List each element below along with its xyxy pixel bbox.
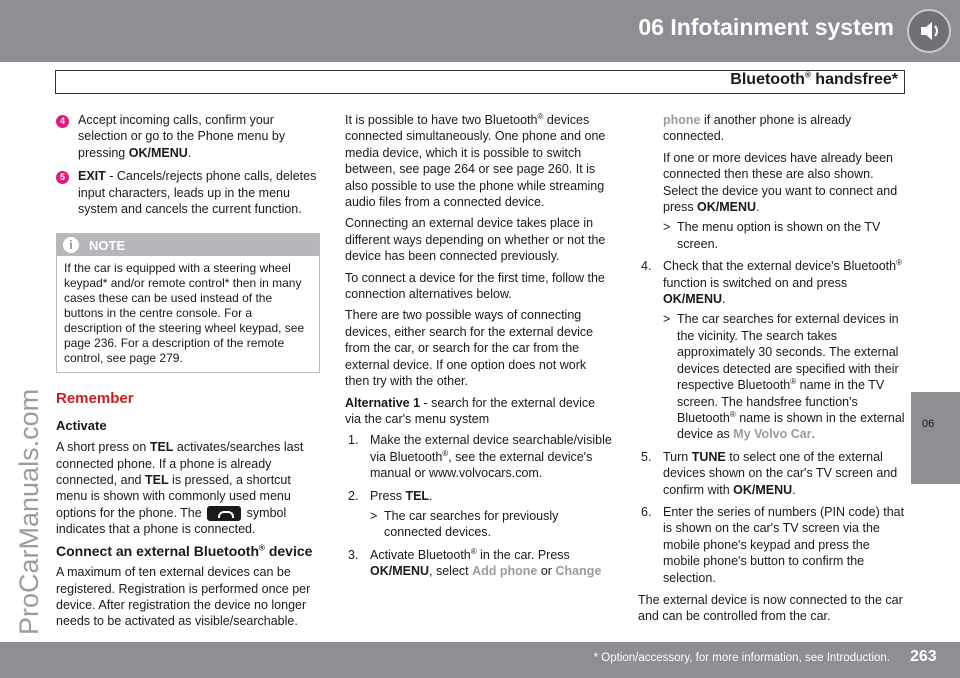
continuation: phone if another phone is already connected. If one or more devices have already been connected then these are also shown. Select the device you want to connect and press OK/MENU. > The menu option is shown on the TV screen. xyxy=(638,112,908,252)
result-line: > The car searches for previously connected devices. xyxy=(370,508,559,540)
footer-note: * Option/accessory, for more information, see Introduction. xyxy=(593,652,890,664)
device-name: My Volvo Car xyxy=(733,427,812,442)
section-title: Bluetooth® handsfree* xyxy=(730,70,898,88)
chapter-side-tab xyxy=(911,392,960,484)
subheading-connect: Connect an external Bluetooth® device xyxy=(56,542,313,559)
paragraph-activate: A short press on TEL activates/searches last connected phone. If a phone is already connected, and TEL is pressed, a shortcut menu is shown with commonly used menu options for the phone. The symbol indicates that a phone is connected. xyxy=(56,440,304,537)
column-left xyxy=(56,112,320,635)
speaker-icon xyxy=(907,9,951,53)
result-line: > The car searches for external devices in the vicinity. The search takes approximately 30 seconds. The external devices detected are specified with their respective Bluetooth® name in the TV screen. The handsfree function's Bluetooth® name is shown in the external device as My Volvo Car. xyxy=(663,312,905,442)
paragraph: It is possible to have two Bluetooth® devices connected simultaneously. One phone and one media device, which it is possible to switch between, see page 264 or see page 260. It is also possible to use the phone while streaming audio files from a connected device. xyxy=(345,111,606,210)
paragraph: To connect a device for the first time, follow the connection alternatives below. xyxy=(345,270,605,302)
list-item: 5. Turn TUNE to select one of the external devices shown on the car's TV screen and confirm with OK/MENU. xyxy=(641,449,898,497)
section-heading-remember: Remember xyxy=(56,390,134,408)
menu-option-phone: phone xyxy=(663,113,701,127)
speaker-icon-graphic xyxy=(909,11,949,51)
number-badge: 5 xyxy=(56,171,69,184)
note-box xyxy=(56,233,320,373)
column-right xyxy=(638,112,908,630)
note-body: If the car is equipped with a steering wheel keypad* and/or remote control* then in many cases these can be used instead of the buttons in the centre console. For a description of the steering wheel keypad, see page 236. For a description of the remote control, see page 279. xyxy=(64,261,305,366)
note-header xyxy=(57,234,319,256)
page-number: 263 xyxy=(910,648,937,665)
info-icon: i xyxy=(63,237,79,253)
result-line: > The menu option is shown on the TV screen. xyxy=(663,220,881,251)
note-title: NOTE xyxy=(89,238,126,254)
column-middle xyxy=(345,112,613,586)
list-item: 6. Enter the series of numbers (PIN code) that is shown on the car's TV screen via the mobile phone's keypad and press the mobile phone's button to confirm the selection. xyxy=(641,504,905,585)
paragraph-connect: A maximum of ten external devices can be registered. Registration is performed once per device. After registration the device no longer needs to be activated as visible/searchable. xyxy=(56,565,311,629)
menu-option-add-phone: Add phone xyxy=(472,564,538,579)
list-item: 5 EXIT - Cancels/rejects phone calls, deletes input characters, leads up in the menu system and cancels the current function. xyxy=(56,168,320,217)
paragraph-final: The external device is now connected to the car and can be controlled from the car. xyxy=(638,592,903,624)
list-item: 2. Press TEL. > The car searches for previously connected devices. xyxy=(345,488,613,541)
list-item: 4. Check that the external device's Bluetooth® function is switched on and press OK/MENU. > The car searches for external devices in the vicinity. The search takes approximately 30 seconds. The external devices detected are specified with their respective Bluetooth® name in the TV screen. The handsfree function's Bluetooth® name is shown in the external device as My Volvo Car. xyxy=(638,258,908,442)
number-badge: 4 xyxy=(56,115,69,128)
paragraph: There are two possible ways of connecting devices, either search for the external device from the car, or search for the car from the external device. If one option does not work then try with the other. xyxy=(345,308,594,389)
paragraph: Connecting an external device takes place in different ways depending on whether or not the device has been connected previously. xyxy=(345,216,606,264)
list-item: 3. Activate Bluetooth® in the car. Press OK/MENU, select Add phone or Change xyxy=(348,546,602,579)
phone-icon xyxy=(207,506,241,521)
list-item: 1. Make the external device searchable/visible via Bluetooth®, see the external device's manual or www.volvocars.com. xyxy=(348,433,612,481)
chapter-title: 06 Infotainment system xyxy=(638,14,894,40)
menu-option-change: Change xyxy=(555,564,602,579)
list-item: 4 Accept incoming calls, confirm your selection or go to the Phone menu by pressing OK/MENU. xyxy=(56,112,320,161)
paragraph: Alternative 1 - search for the external device via the car's menu system xyxy=(345,395,596,426)
subheading-activate: Activate xyxy=(56,417,107,433)
watermark: ProCarManuals.com xyxy=(14,388,44,635)
chapter-side-tab-label: 06 xyxy=(922,418,935,430)
